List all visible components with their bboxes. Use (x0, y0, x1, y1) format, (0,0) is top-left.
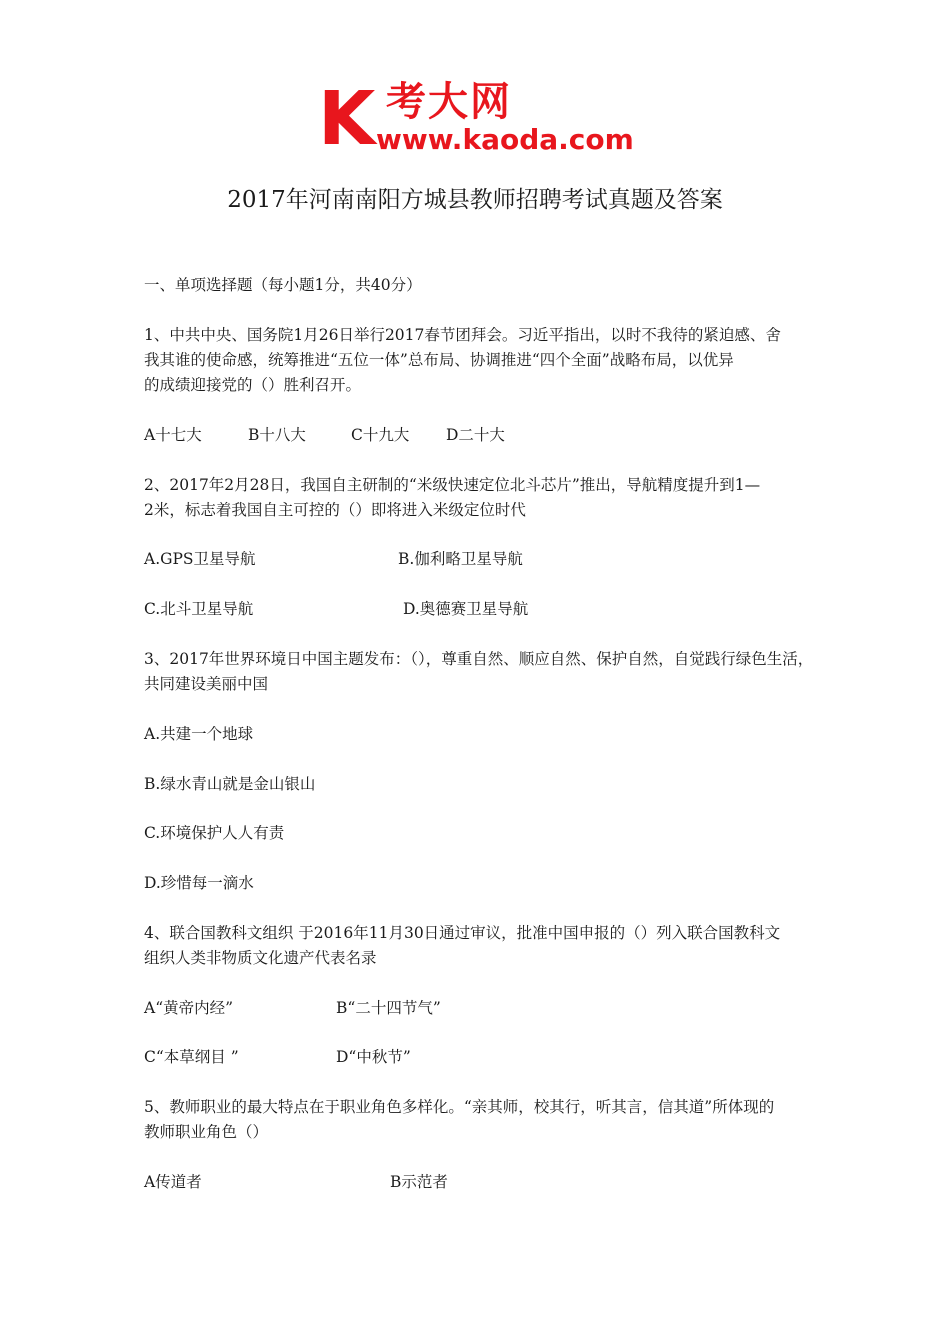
q3-option-d: D.珍惜每一滴水 (144, 874, 254, 892)
q2-option-b: B.伽利略卫星导航 (398, 550, 523, 568)
q3-option-b: B.绿水青山就是金山银山 (144, 775, 316, 793)
q1-text-line-2: 我其谁的使命感，统筹推进“五位一体”总布局、协调推进“四个全面”战略布局，以优异 (144, 351, 734, 369)
q1-option-c: C十九大 (351, 426, 410, 444)
q1-text-line-1: 1、中共中央、国务院1月26日举行2017春节团拜会。习近平指出，以时不我待的紧迫感、舍 (144, 326, 781, 344)
q4-option-b: B“二十四节气” (336, 999, 441, 1017)
q3-option-c: C.环境保护人人有责 (144, 824, 285, 842)
q5-text-line-2: 教师职业角色（） (144, 1123, 269, 1141)
q2-text-line-2: 2米，标志着我国自主可控的（）即将进入米级定位时代 (144, 501, 526, 519)
q4-text-line-1: 4、联合国教科文组织 于2016年11月30日通过审议，批准中国申报的（）列入联合国教科文 (144, 924, 781, 942)
q1-text-line-3: 的成绩迎接党的（）胜利召开。 (144, 376, 362, 394)
kaoda-logo (318, 76, 638, 162)
q3-text-line-1: 3、2017年世界环境日中国主题发布：（），尊重自然、顺应自然、保护自然，自觉践行绿色生活， (144, 650, 814, 668)
q1-option-b: B十八大 (248, 426, 306, 444)
q4-option-d: D“中秋节” (336, 1048, 411, 1066)
q2-option-c: C.北斗卫星导航 (144, 600, 254, 618)
logo-url: www.kaoda.com (376, 123, 634, 156)
q1-option-d: D二十大 (446, 426, 505, 444)
section-heading: 一、单项选择题（每小题1分，共40分） (144, 276, 422, 294)
q5-text-line-1: 5、教师职业的最大特点在于职业角色多样化。“亲其师，校其行，听其言，信其道”所体现的 (144, 1098, 775, 1116)
document-title: 2017年河南南阳方城县教师招聘考试真题及答案 (227, 187, 723, 213)
q4-option-c: C“本草纲目 ” (144, 1048, 239, 1066)
q2-option-a: A.GPS卫星导航 (144, 550, 256, 568)
q5-option-a: A传道者 (144, 1173, 202, 1191)
q4-text-line-2: 组织人类非物质文化遗产代表名录 (144, 949, 377, 967)
q3-option-a: A.共建一个地球 (144, 725, 254, 743)
q5-option-b: B示范者 (390, 1173, 448, 1191)
q3-text-line-2: 共同建设美丽中国 (144, 675, 269, 693)
q2-text-line-1: 2、2017年2月28日，我国自主研制的“米级快速定位北斗芯片”推出，导航精度提升到1— (144, 476, 761, 494)
logo-k-mark: K (318, 76, 376, 162)
q2-option-d: D.奥德赛卫星导航 (403, 600, 529, 618)
logo-site-name: 考大网 (386, 79, 512, 125)
q1-option-a: A十七大 (144, 426, 202, 444)
q4-option-a: A“黄帝内经” (144, 999, 234, 1017)
